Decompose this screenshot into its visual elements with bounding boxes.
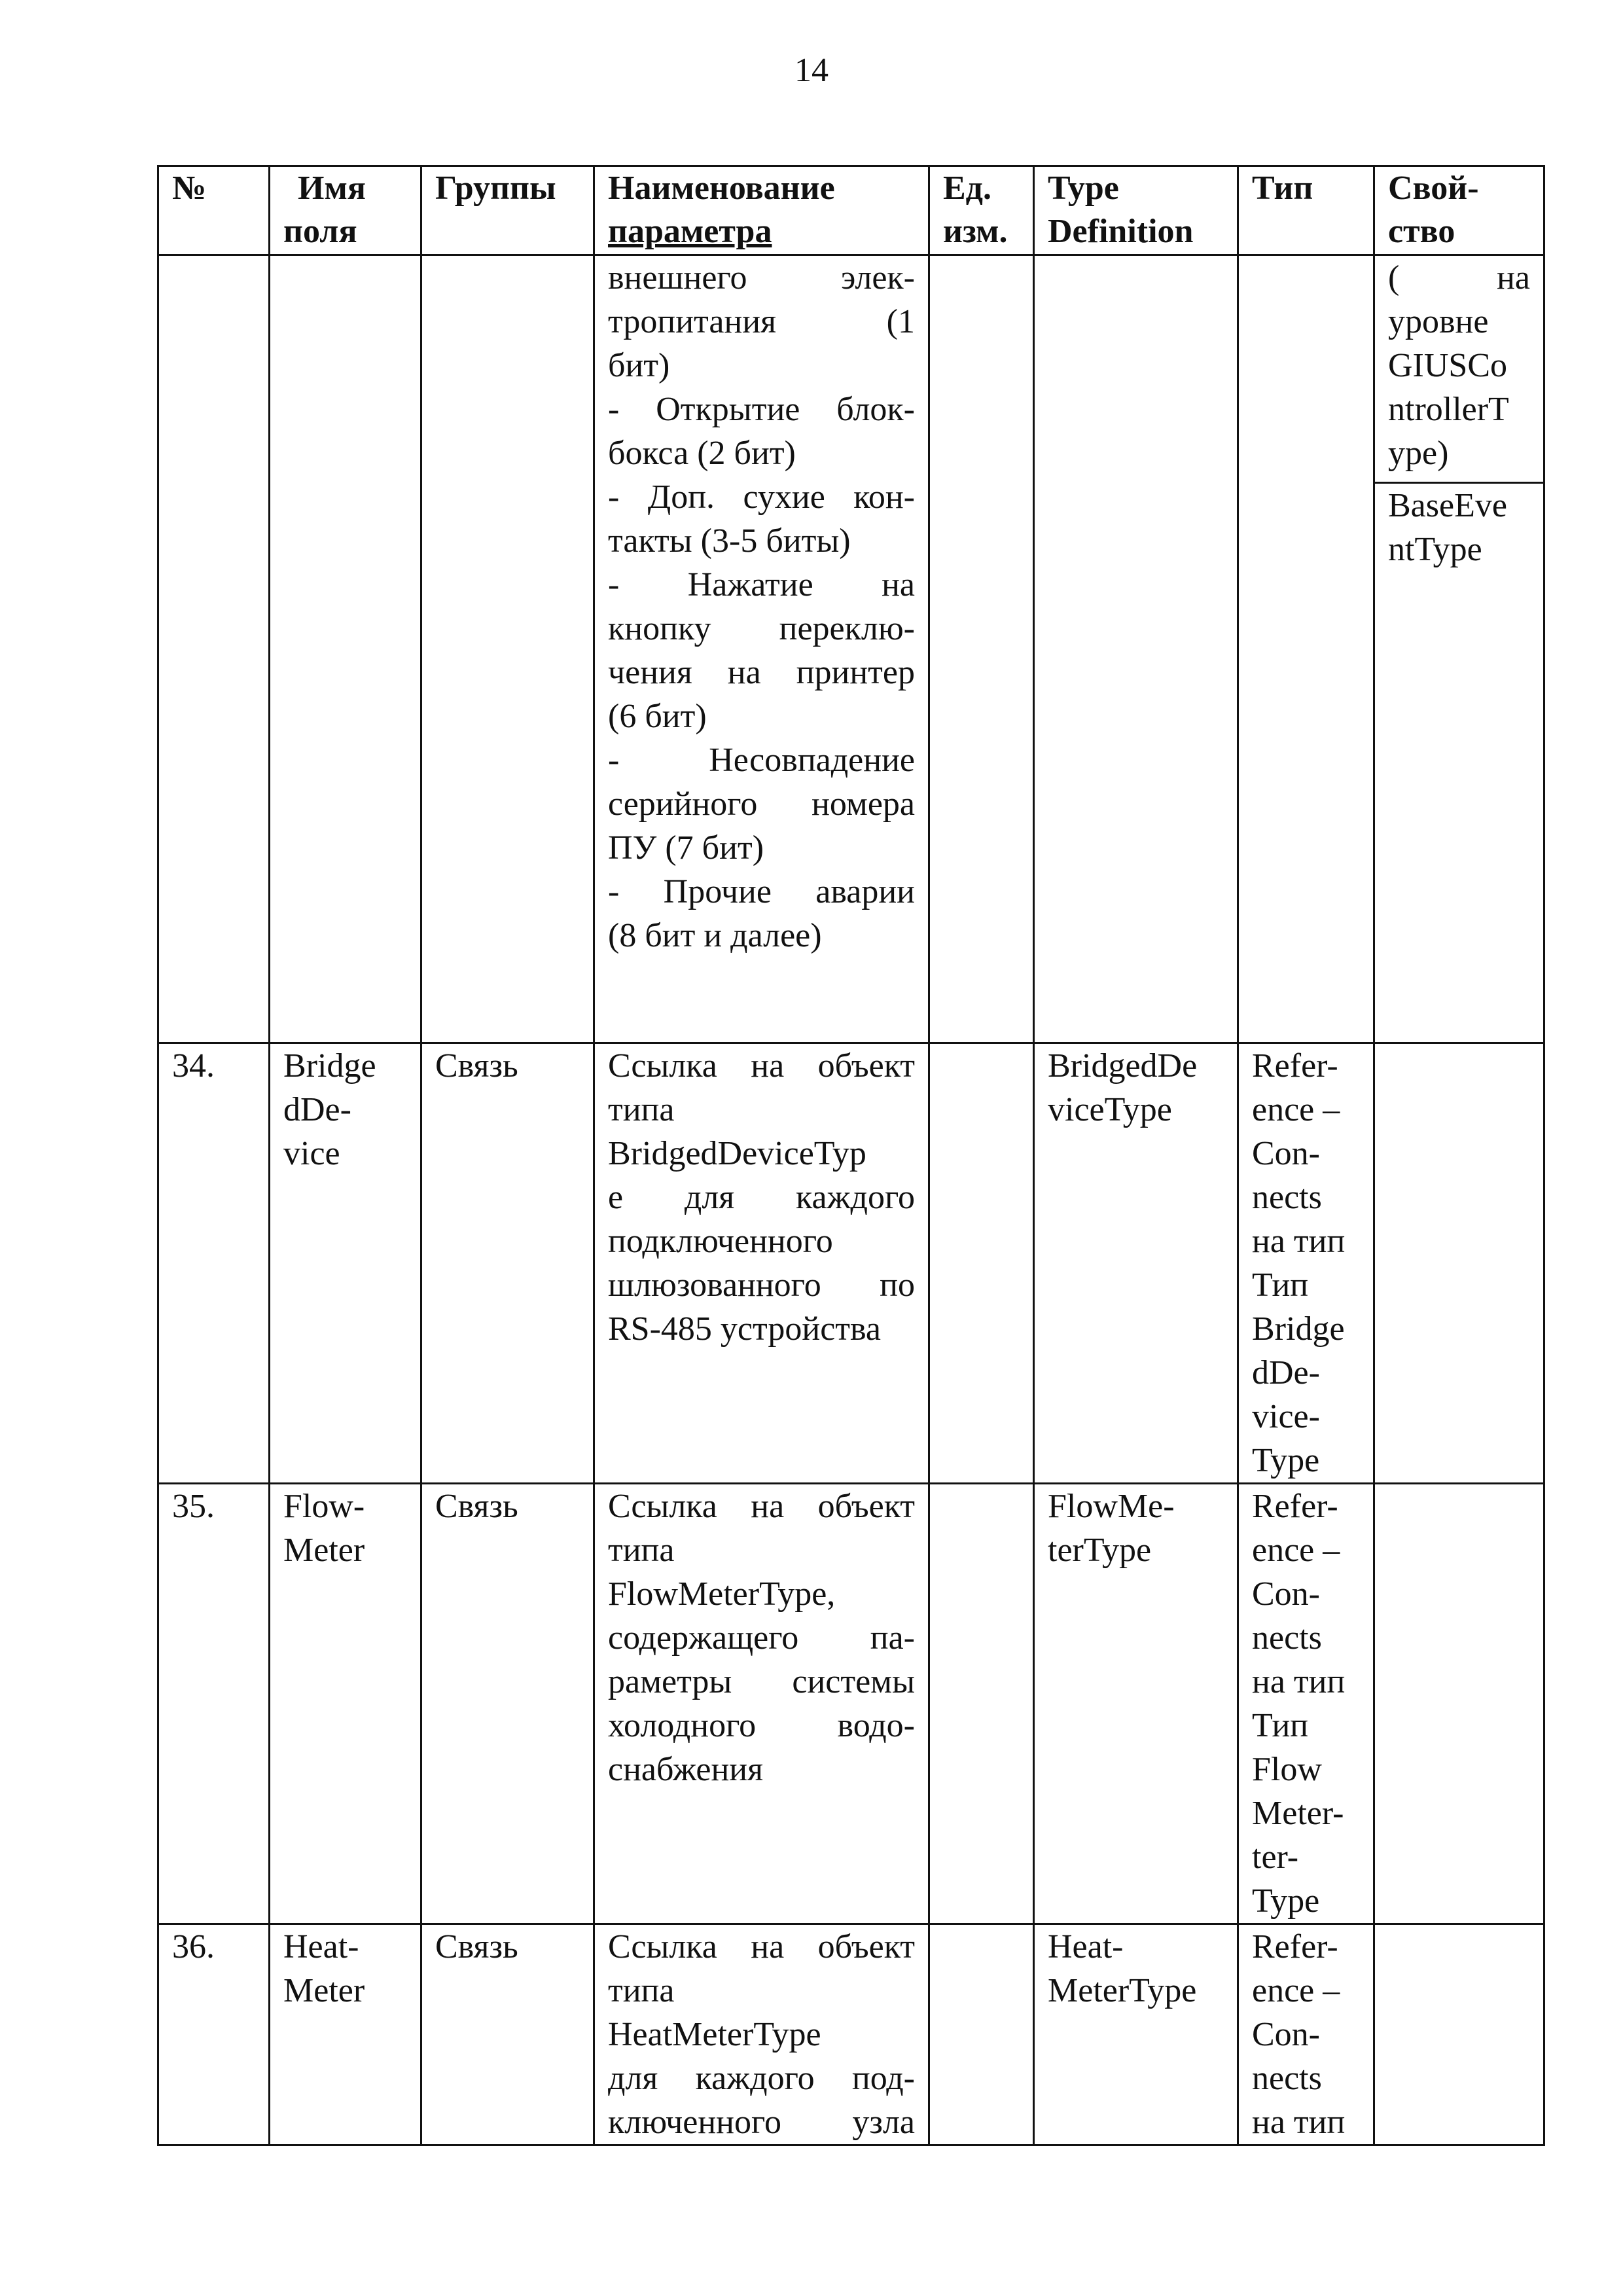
cell-num: 34. [158,1043,270,1484]
property-base-event-type: BaseEve ntType [1388,487,1507,568]
parameters-table [157,165,1545,2146]
cell-unit [929,255,1034,1043]
cell-property [1374,1043,1544,1484]
cell-param-name: Ссылка на объект типа BridgedDeviceTyp е для каждого подключенного шлюзованного по RS-485 устройства [594,1043,929,1484]
cell-property [1374,255,1544,1043]
cell-group [421,255,594,1043]
page-number: 14 [794,52,829,89]
cell-field-name: Flow- Meter [270,1484,421,1924]
cell-unit [929,1043,1034,1484]
cell-unit [929,1924,1034,2145]
cell-group: Связь [421,1043,594,1484]
table-row [158,1043,1544,1484]
cell-type: Refer- ence – Con- nects на тип Тип Flow Meter- ter- Type [1238,1484,1374,1924]
cell-field-name [270,255,421,1043]
header-property: Свой- ство [1374,166,1544,255]
cell-type: Refer- ence – Con- nects на тип Тип Bridge dDe- vice- Type [1238,1043,1374,1484]
table-row-continued [158,255,1544,1043]
table-row [158,1924,1544,2145]
cell-field-name: Heat- Meter [270,1924,421,2145]
cell-field-name: Bridge dDe- vice [270,1043,421,1484]
property-level-note: ( на уровне GIUSCo ntrollerT ype) [1375,256,1543,484]
header-row [158,166,1544,255]
cell-unit [929,1484,1034,1924]
header-num: № [158,166,270,255]
cell-type-definition: FlowMe- terType [1034,1484,1238,1924]
cell-type-definition: Heat- MeterType [1034,1924,1238,2145]
header-param-name: Наименование параметра [594,166,929,255]
header-groups: Группы [421,166,594,255]
cell-property [1374,1924,1544,2145]
cell-type [1238,255,1374,1043]
cell-num: 35. [158,1484,270,1924]
cell-param-name: Ссылка на объект типа HeatMeterType для каждого под- ключенного узла [594,1924,929,2145]
header-type-definition: Type Definition [1034,166,1238,255]
header-unit: Ед. изм. [929,166,1034,255]
cell-param-name: внешнего элек- тропитания (1 бит) - Открытие блок- бокса (2 бит) - Доп. сухие кон- такты (3-5 биты) - Нажатие на кнопку переклю- чения на принтер (6 бит) - Несовпадение серийного номера ПУ (7 бит) - Прочие аварии (8 бит и далее) [594,255,929,1043]
cell-type: Refer- ence – Con- nects на тип [1238,1924,1374,2145]
cell-property [1374,1484,1544,1924]
cell-group: Связь [421,1924,594,2145]
header-field-name: Имя поля [270,166,421,255]
table-row [158,1484,1544,1924]
cell-param-name: Ссылка на объект типа FlowMeterType, содержащего па- раметры системы холодного водо- снабжения [594,1484,929,1924]
header-type: Тип [1238,166,1374,255]
cell-group: Связь [421,1484,594,1924]
cell-type-definition [1034,255,1238,1043]
cell-type-definition: BridgedDe viceType [1034,1043,1238,1484]
cell-num [158,255,270,1043]
cell-num: 36. [158,1924,270,2145]
